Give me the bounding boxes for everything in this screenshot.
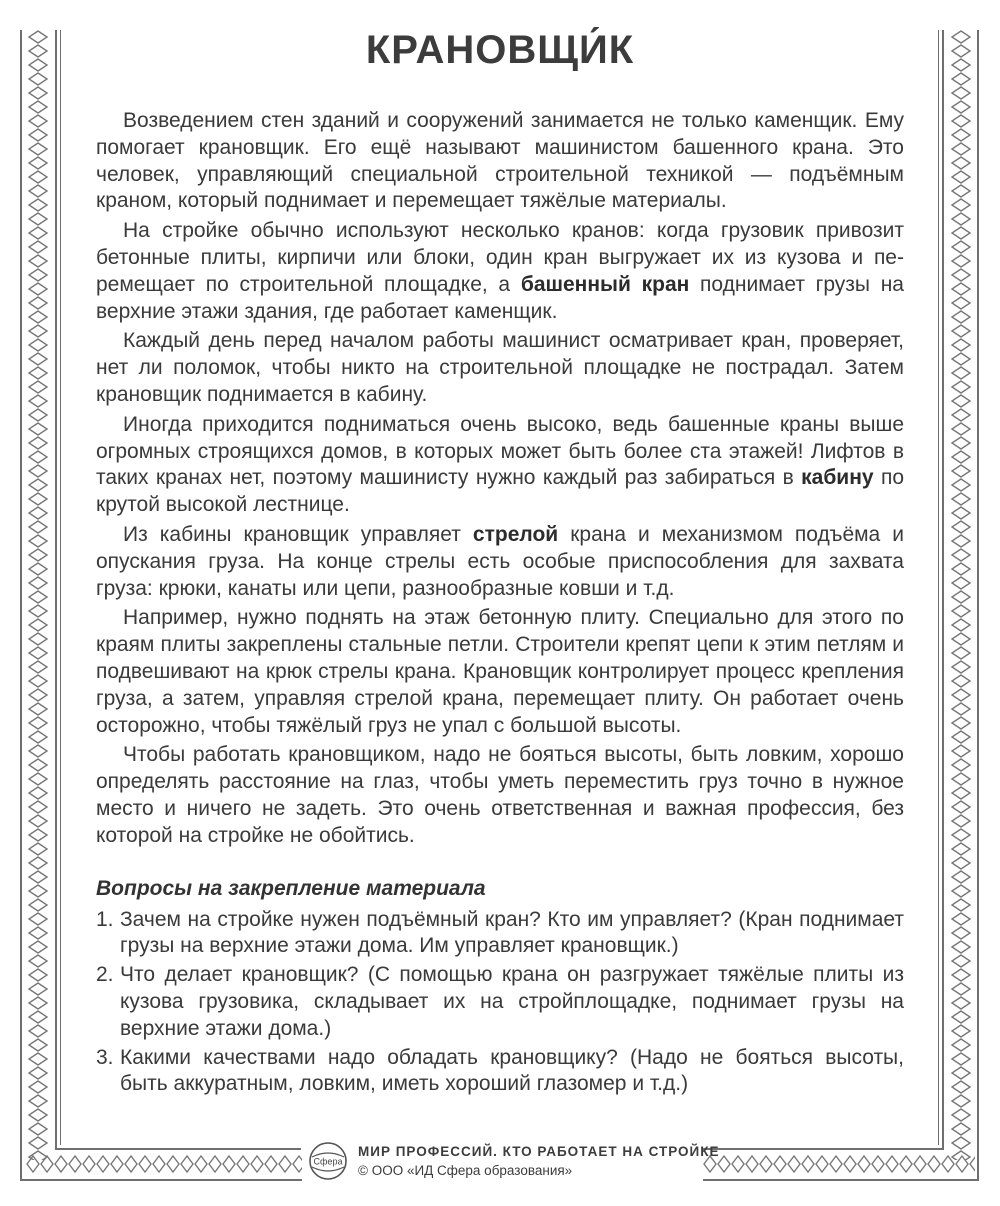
frame-bottom-outer-line-right — [703, 1179, 979, 1181]
sfera-logo-icon — [308, 1141, 348, 1181]
frame-bottom-chain-left — [26, 1153, 302, 1175]
question-number: 2. — [96, 963, 114, 987]
copyright: © ООО «ИД Сфера образования» — [358, 1163, 573, 1178]
frame-left-inner-line-2 — [60, 30, 61, 1145]
question-text: Какими качествами надо обладать крановщику? (Надо не бояться высоты, быть аккуратным, ловким, иметь хороший глазомер и т.д.) — [120, 1045, 904, 1096]
footer-text — [358, 1142, 720, 1180]
term-tower-crane: башенный кран — [520, 272, 690, 296]
paragraph-6: Например, нужно поднять на этаж бетонную плиту. Специально для этого по краям плиты закреплены стальные петли. Строители крепят цепи к этим петлям и подвешивают на крюк стрелы крана. Крановщик контролирует процесс крепления груза, а затем, управляя стрелой крана, перемещает плиту. Он работает очень осторожно, чтобы тяжёлый груз не упал с большой высоты. — [96, 606, 904, 737]
frame-left-inner-line — [55, 30, 57, 1150]
frame-left-chain — [26, 30, 50, 1160]
frame-bottom-chain-right — [703, 1153, 975, 1175]
term-boom: стрелой — [472, 522, 559, 546]
paragraph-4: Иногда приходится подниматься очень высоко, ведь башенные краны выше огромных строящихся домов, в которых может быть более ста этажей! Лифтов в таких кранах нет, поэтому машинисту нужно каждый раз забираться в кабину по крутой высокой лестнице. — [96, 412, 904, 517]
frame-bottom-outer-line-left — [20, 1179, 302, 1181]
logo-text: Сфера — [313, 1156, 343, 1167]
article-body — [96, 108, 904, 1100]
paragraph-2: На стройке обычно используют несколько кранов: когда грузовик привозит бетонные плиты, кирпичи или блоки, один кран выгружает их из кузова и перемещает по строительной площадке, а башенный кран поднимает грузы на верхние этажи здания, где работает каменщик. — [96, 219, 904, 323]
question-number: 3. — [96, 1045, 114, 1069]
paragraph-1: Возведением стен зданий и сооружений занимается не только каменщик. Ему помогает крановщик. Его ещё называют машинистом башенного крана. Это человек, управляющий специальной строительной техникой — подъёмным краном, который поднимает и перемещает тяжёлые материалы. — [96, 109, 904, 213]
frame-right-inner-line-2 — [938, 30, 939, 1145]
page-title: КРАНОВЩИ́К — [365, 28, 635, 72]
question-item — [96, 962, 904, 1042]
paragraph-3: Каждый день перед началом работы машинист осматривает кран, проверяет, нет ли поломок, чтобы никто на строительной площадке не пострадал. Затем крановщик поднимается в кабину. — [96, 329, 904, 406]
book-series-title: МИР ПРОФЕССИЙ. КТО РАБОТАЕТ НА СТРОЙКЕ — [358, 1144, 720, 1159]
frame-bottom-inner-line — [55, 1148, 301, 1150]
term-cabin: кабину — [801, 466, 874, 490]
footer — [308, 1136, 720, 1186]
frame-right-chain — [949, 30, 973, 1160]
questions-list — [96, 907, 904, 1099]
paragraph-5: Из кабины крановщик управляет стрелой крана и механизмом подъёма и опускания груза. На конце стрелы есть особые приспособления для захвата груза: крюки, канаты или цепи, разнообразные ковши и т.д. — [96, 522, 904, 600]
question-item — [96, 1045, 904, 1099]
frame-left-outer-line — [20, 30, 22, 1180]
question-text: Зачем на стройке нужен подъёмный кран? Кто им управляет? (Кран поднимает грузы на верхние этажи дома. Им управляет крановщик.) — [120, 907, 904, 958]
frame-right-inner-line — [942, 30, 944, 1150]
frame-right-outer-line — [977, 30, 979, 1180]
question-item — [96, 907, 904, 961]
frame-bottom-inner-line-right — [703, 1148, 944, 1150]
questions-heading: Вопросы на закрепление материала — [96, 876, 486, 900]
paragraph-7: Чтобы работать крановщиком, надо не бояться высоты, быть ловким, хорошо определять расстояние на глаз, чтобы уметь переместить груз точно в нужное место и ничего не задеть. Это очень ответственная и важная профессия, без которой на стройке не обойтись. — [96, 743, 904, 847]
question-text: Что делает крановщик? (С помощью крана он разгружает тяжёлые плиты из кузова грузовика, складывает их на стройплощадке, поднимает грузы на верхние этажи дома.) — [120, 963, 904, 1040]
question-number: 1. — [96, 907, 114, 931]
